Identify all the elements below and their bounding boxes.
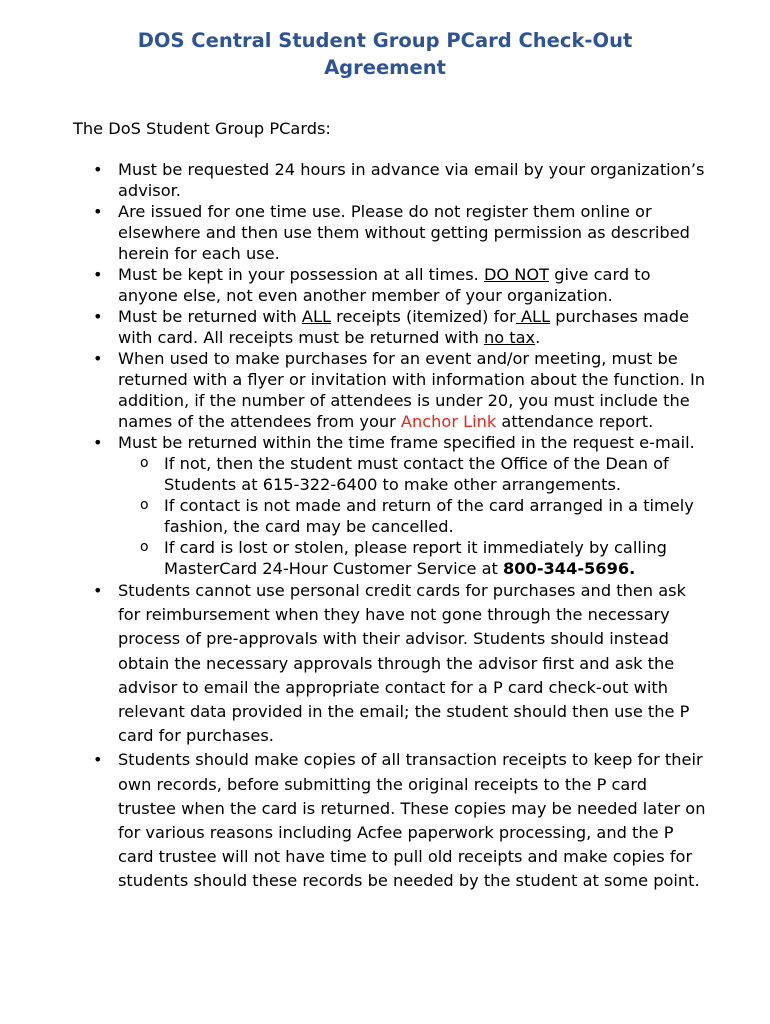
bullet-icon: • (93, 265, 103, 284)
bullet-icon: • (93, 581, 103, 600)
rule-text: Students cannot use personal credit cards for purchases and then ask for reimbursement when they have not gone through the necessary process of pre-approvals with their advisor. Students should instead obtain the necessary approvals through the advisor first and ask the advisor to email the appropriate contact for a P card check-out with relevant data provided in the email; the student should then use the P card for purchases. (118, 581, 690, 746)
intro-text: The DoS Student Group PCards: (73, 119, 331, 138)
rule-item-1 (0, 159, 770, 201)
document-title (0, 27, 770, 81)
bullet-icon: • (93, 202, 103, 221)
sub-bullet-icon: o (140, 497, 149, 513)
title-line-1: DOS Central Student Group PCard Check-Out (137, 29, 633, 52)
rule-text: Must be returned with (118, 307, 302, 326)
anchor-link-text: Anchor Link (400, 412, 497, 431)
sub-rule-text: If not, then the student must contact the Office of the Dean of Students at 615-322-6400 to make other arrangements. (164, 454, 669, 494)
sub-bullet-icon: o (140, 455, 149, 471)
sub-rule-item-2 (118, 495, 710, 537)
bullet-icon: • (93, 307, 103, 326)
bullet-icon: • (93, 433, 103, 452)
rules-list (0, 159, 770, 894)
bullet-icon: • (93, 750, 103, 770)
title-line-2: Agreement (324, 56, 446, 79)
sub-rule-text: If card is lost or stolen, please report it immediately by calling MasterCard 24-Hour Customer Service at (164, 538, 667, 578)
rule-text: Must be returned within the time frame specified in the request e-mail. (118, 433, 695, 452)
rule-item-3 (0, 264, 770, 306)
rule-text: give card to anyone else, not even another member of your organization. (118, 265, 651, 305)
rule-text: Students should make copies of all transaction receipts to keep for their own records, before submitting the original receipts to the P card trustee when the card is returned. These copies may be needed later on for various reasons including Acfee paperwork processing, and the P card trustee will not have time to pull old receipts and make copies for students should these records be needed by the student at some point. (118, 750, 706, 891)
rule-item-4 (0, 306, 770, 348)
sub-rule-item-3 (118, 537, 710, 579)
rule-item-2 (0, 201, 770, 264)
rule-text: Are issued for one time use. Please do not register them online or elsewhere and then use them without getting permission as described herein for each use. (118, 202, 690, 263)
underlined-text: ALL (515, 307, 551, 326)
rule-text: Must be kept in your possession at all times. (118, 265, 484, 284)
sub-bullet-icon: o (140, 539, 149, 555)
rule-text: . (535, 328, 541, 347)
rule-text: Must be requested 24 hours in advance via email by your organization’s advisor. (118, 160, 705, 200)
rule-text: attendance report. (496, 412, 654, 431)
rule-text: When used to make purchases for an event and/or meeting, must be returned with a flyer or invitation with information about the function. In addition, if the number of attendees is under 20, you must include the names of the attendees from your (118, 349, 705, 431)
underlined-text: ALL (301, 307, 332, 326)
rule-item-8 (0, 748, 770, 893)
phone-number: 800-344-5696. (503, 559, 636, 578)
sub-rule-item-1 (118, 453, 710, 495)
rule-item-6 (0, 432, 770, 579)
rule-text: receipts (itemized) for (331, 307, 516, 326)
underlined-text: no tax (483, 328, 536, 347)
rule-text: purchases made with card. All receipts must be returned with (118, 307, 690, 347)
bullet-icon: • (93, 349, 103, 368)
rule-item-5 (0, 348, 770, 432)
rule-item-7 (0, 579, 770, 748)
bullet-icon: • (93, 160, 103, 179)
sub-rule-text: If contact is not made and return of the card arranged in a timely fashion, the card may be cancelled. (164, 496, 694, 536)
underlined-text: DO NOT (483, 265, 550, 284)
sub-rules-list (118, 453, 710, 579)
